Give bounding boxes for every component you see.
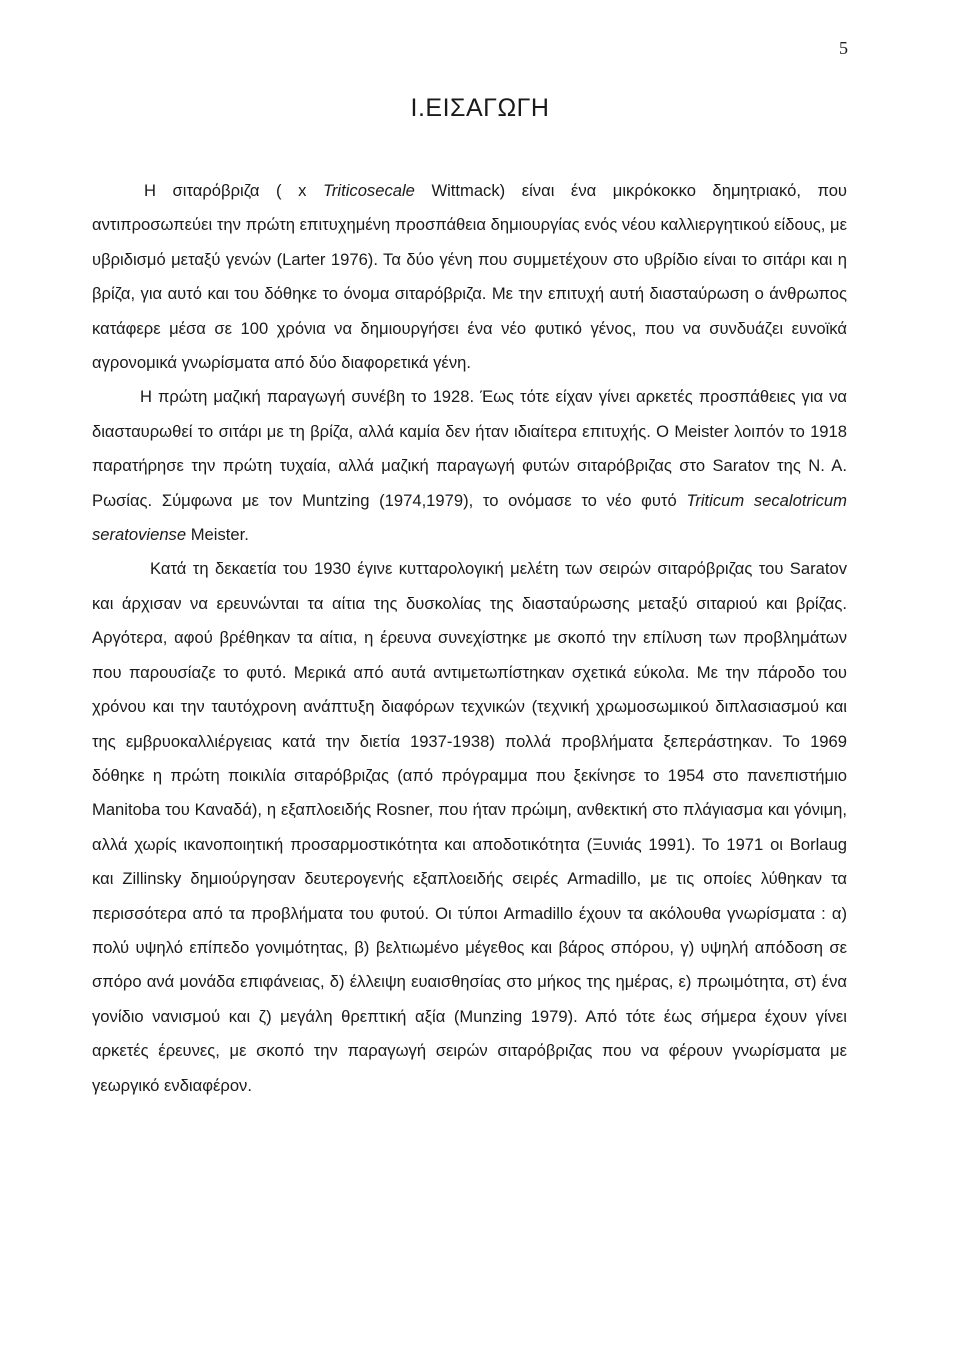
paragraph-2-text-end: Meister. [186,525,249,545]
document-body [92,174,847,1103]
paragraph-2-text-start: Η πρώτη μαζική παραγωγή συνέβη το 1928. Έως τότε είχαν γίνει αρκετές προσπάθειες για να διασταυρωθεί το σιτάρι με τη βρίζα, αλλά καμία δεν ήταν ιδιαίτερα επιτυχής. Ο Meister λοιπόν το 1918 παρατήρησε την πρώτη τυχαία, αλλά μαζική παραγωγή φυτών σιταρόβριζας στο Saratov της Ν. Α. Ρωσίας. Σύμφωνα με τον Muntzing (1974,1979), το ονόμασε το νέο φυτό [92,387,847,510]
paragraph-1-italic-term: Triticosecale [322,181,415,200]
paragraph-2 [92,380,847,552]
paragraph-3: Κατά τη δεκαετία του 1930 έγινε κυτταρολογική μελέτη των σειρών σιταρόβριζας του Saratov και άρχισαν να ερευνώνται τα αίτια της δυσκολίας της διασταύρωσης μεταξύ σιταριού και βρίζας. Αργότερα, αφού βρέθηκαν τα αίτια, η έρευνα συνεχίστηκε με σκοπό την επίλυση των προβλημάτων που παρουσίαζε το φυτό. Μερικά από αυτά αντιμετωπίστηκαν σχετικά εύκολα. Με την πάροδο του χρόνου και την ταυτόχρονη ανάπτυξη διαφόρων τεχνικών (τεχνική χρωμοσωμικού διπλασιασμού και της εμβρυοκαλλιέργειας κατά την διετία 1937-1938) πολλά προβλήματα ξεπεράστηκαν. Το 1969 δόθηκε η πρώτη ποικιλία σιταρόβριζας (από πρόγραμμα που ξεκίνησε το 1954 στο πανεπιστήμιο Manitoba του Καναδά), η εξαπλοειδής Rosner, που ήταν πρώιμη, ανθεκτική στο πλάγιασμα και γόνιμη, αλλά χωρίς ικανοποιητική προσαρμοστικότητα και αποδοτικότητα (Ξυνιάς 1991). Το 1971 οι Borlaug και Zillinsky δημιούργησαν δευτερογενής εξαπλοειδής σειρές Armadillo, με τις οποίες λύθηκαν τα περισσότερα από τα προβλήματα του φυτού. Οι τύποι Armadillo έχουν τα ακόλουθα γνωρίσματα : α) πολύ υψηλό επίπεδο γονιμότητας, β) βελτιωμένο μέγεθος και βάρος σπόρου, γ) υψηλή απόδοση σε σπόρο ανά μονάδα επιφάνειας, δ) έλλειψη ευαισθησίας στο μήκος της ημέρας, ε) πρωιμότητα, στ) ένα γονίδιο νανισμού και ζ) μεγάλη θρεπτική αξία (Munzing 1979). Από τότε έως σήμερα έχουν γίνει αρκετές έρευνες, με σκοπό την παραγωγή σειρών σιταρόβριζας που να φέρουν γνωρίσματα με γεωργικό ενδιαφέρον. [92,559,847,1095]
paragraph-2-italic-term: Triticum secalotricum seratoviense [92,490,847,545]
paragraph-1-text-end: Wittmack) είναι ένα μικρόκοκκο δημητριακό, που αντιπροσωπεύει την πρώτη επιτυχημένη προσπάθεια δημιουργίας ενός νέου καλλιεργητικού είδους, με υβριδισμό μεταξύ γενών (Larter 1976). Τα δύο γένη που συμμετέχουν στο υβρίδιο είναι το σιτάρι και η βρίζα, για αυτό και του δόθηκε το όνομα σιταρόβριζα. Με την επιτυχή αυτή διασταύρωση ο άνθρωπος κατάφερε μέσα σε 100 χρόνια να δημιουργήσει ένα νέο φυτικό γένος, που να συνδυάζει ευνοϊκά αγρονομικά γνωρίσματα από δύο διαφορετικά γένη. [92,181,847,373]
page-number: 5 [839,38,848,58]
page-title: Ι.ΕΙΣΑΓΩΓΗ [410,94,550,122]
paragraph-1-text-start: Η σιταρόβριζα ( x [144,181,323,200]
paragraph-1 [92,174,847,380]
